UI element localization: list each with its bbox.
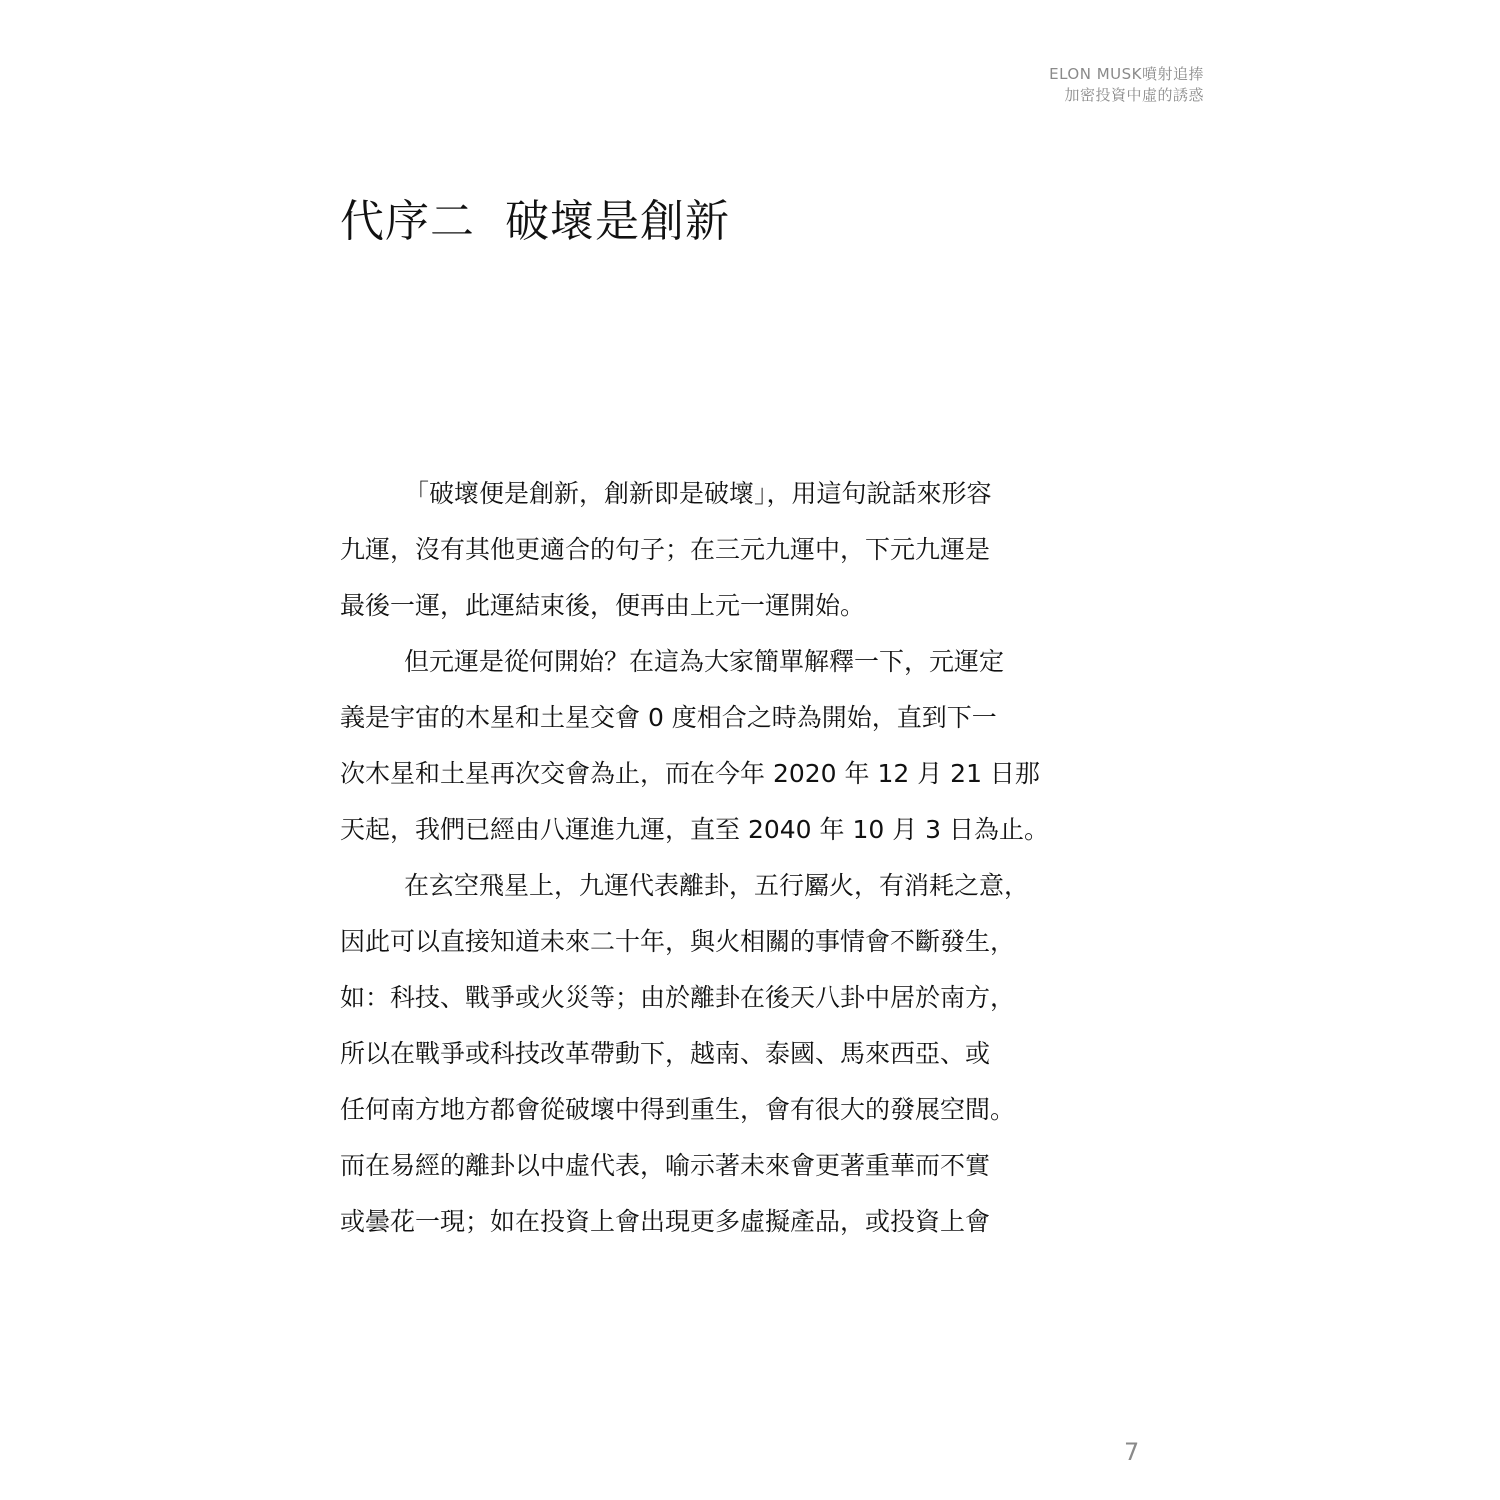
paragraph-3-line-1: 在玄空飛星上，九運代表離卦，五行屬火，有消耗之意，: [404, 871, 1030, 900]
paragraph-2-line-3: 次木星和土星再次交會為止，而在今年 2020 年 12 月 21 日那: [340, 759, 1040, 788]
paragraph-3-line-2: 因此可以直接知道未來二十年，與火相關的事情會不斷發生，: [340, 927, 1016, 956]
running-header-line-1: ELON MUSK噴射追捧: [1049, 65, 1204, 83]
paragraph-2-line-1: 但元運是從何開始？在這為大家簡單解釋一下，元運定: [404, 647, 1005, 676]
chapter-title-text: 破壞是創新: [505, 196, 730, 247]
paragraph-1-line-3: 最後一運，此運結束後，便再由上元一運開始。: [340, 591, 866, 620]
paragraph-2-line-2: 義是宇宙的木星和土星交會 0 度相合之時為開始，直到下一: [340, 703, 997, 732]
paragraph-3-line-6: 而在易經的離卦以中虛代表，喻示著未來會更著重華而不實: [340, 1151, 991, 1180]
paragraph-3-line-3: 如：科技、戰爭或火災等；由於離卦在後天八卦中居於南方，: [340, 983, 1016, 1012]
running-header: [1049, 64, 1204, 106]
paragraph-1-line-2: 九運，沒有其他更適合的句子；在三元九運中，下元九運是: [340, 535, 991, 564]
chapter-label: 代序二: [340, 196, 475, 247]
paragraph-3-line-4: 所以在戰爭或科技改革帶動下，越南、泰國、馬來西亞、或: [340, 1039, 991, 1068]
paragraph-3-line-5: 任何南方地方都會從破壞中得到重生，會有很大的發展空間。: [340, 1095, 1016, 1124]
page-number: 7: [1124, 1438, 1140, 1466]
body-text: [340, 466, 1130, 1250]
paragraph-3-line-7: 或曇花一現；如在投資上會出現更多虛擬產品，或投資上會: [340, 1207, 991, 1236]
running-header-line-2: 加密投資中虛的誘惑: [1064, 86, 1204, 104]
chapter-title: [340, 190, 730, 254]
paragraph-1-line-1: 「破壞便是創新，創新即是破壞」，用這句說話來形容: [404, 479, 992, 508]
paragraph-2-line-4: 天起，我們已經由八運進九運，直至 2040 年 10 月 3 日為止。: [340, 815, 1050, 844]
